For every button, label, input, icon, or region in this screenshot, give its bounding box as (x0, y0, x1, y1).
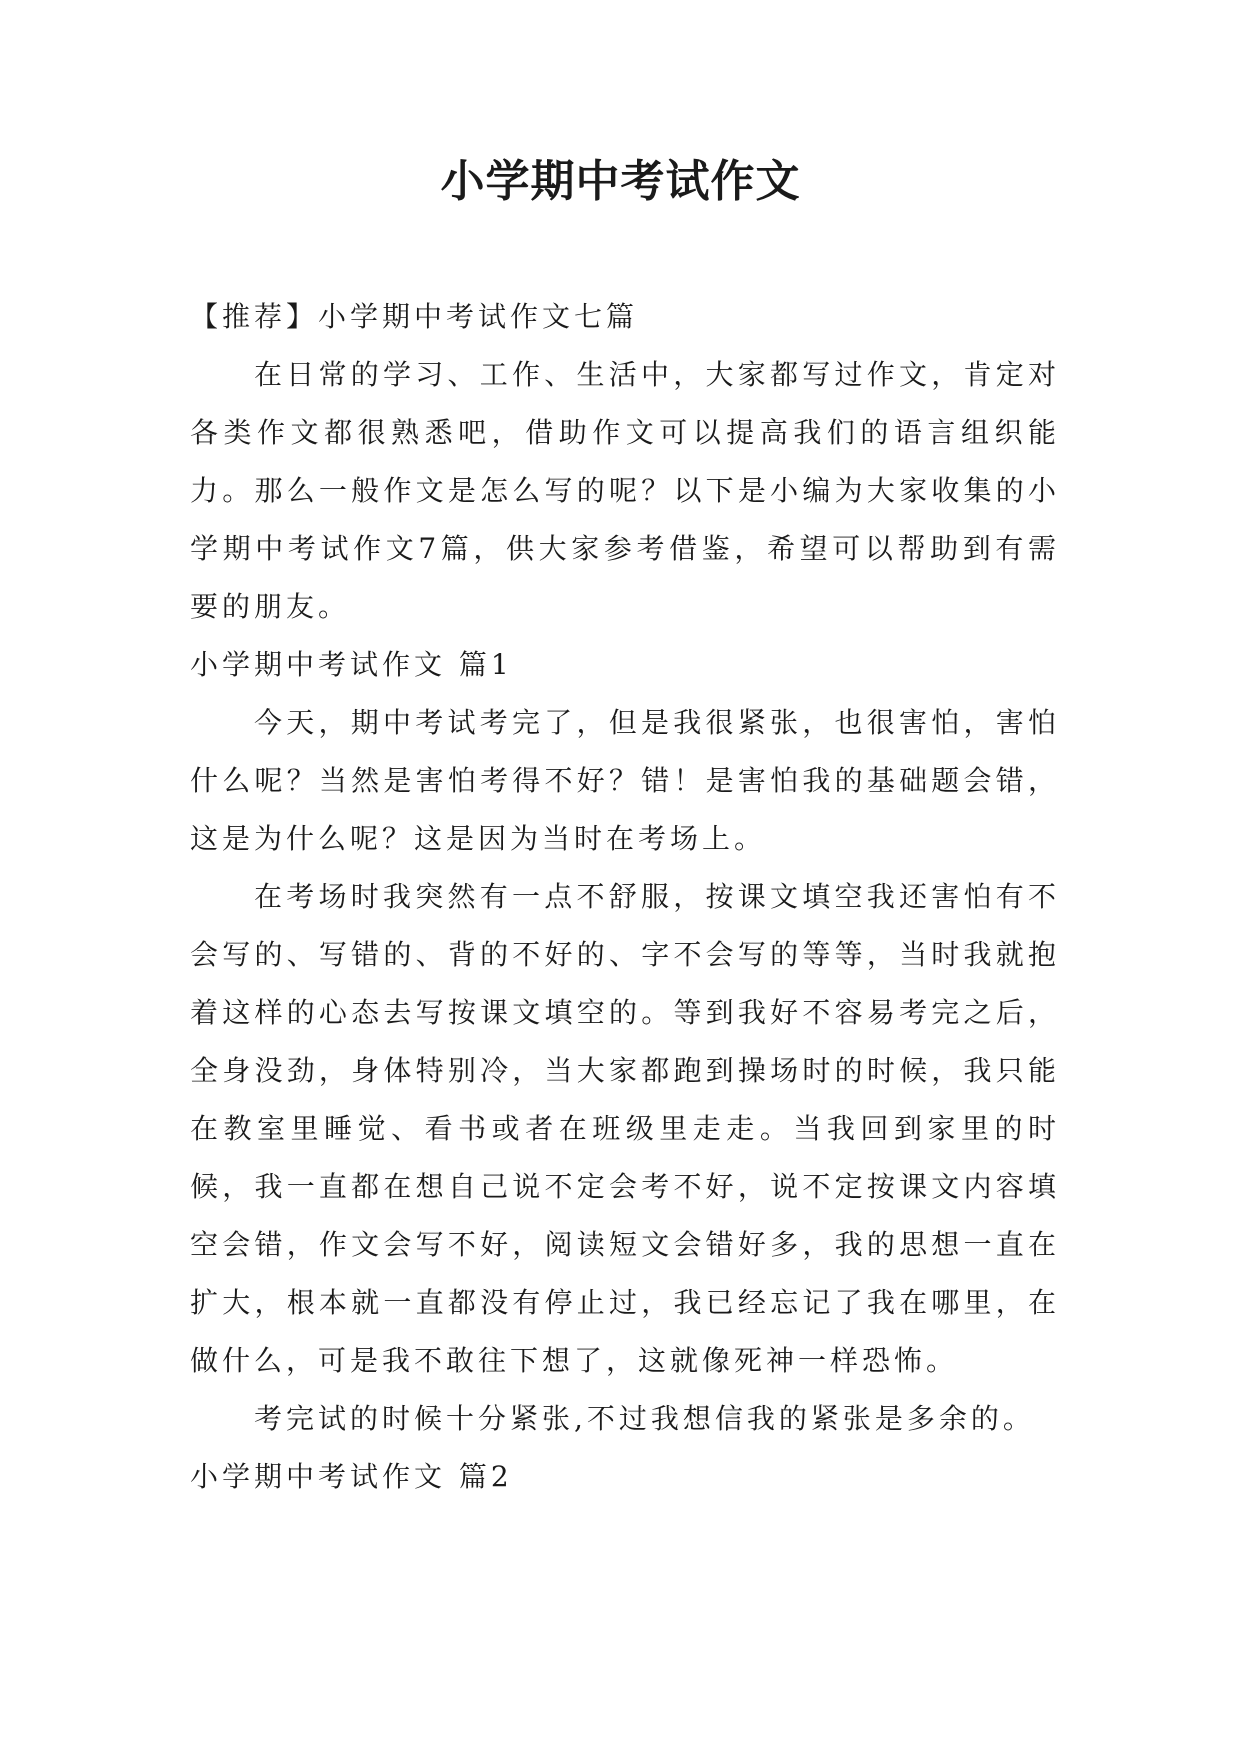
section-heading-2: 小学期中考试作文 篇2 (190, 1460, 513, 1493)
document-body (190, 288, 1060, 1506)
section1-paragraph-3: 考完试的时候十分紧张,不过我想信我的紧张是多余的。 (254, 1402, 1035, 1435)
intro-paragraph: 在日常的学习、工作、生活中，大家都写过作文，肯定对各类作文都很熟悉吧，借助作文可以提高我们的语言组织能力。那么一般作文是怎么写的呢？以下是小编为大家收集的小学期中考试作文7篇，供大家参考借鉴，希望可以帮助到有需要的朋友。 (190, 358, 1060, 623)
document-subtitle: 【推荐】小学期中考试作文七篇 (190, 300, 639, 333)
section1-paragraph-2: 在考场时我突然有一点不舒服，按课文填空我还害怕有不会写的、写错的、背的不好的、字不会写的等等，当时我就抱着这样的心态去写按课文填空的。等到我好不容易考完之后，全身没劲，身体特别冷，当大家都跑到操场时的时候，我只能在教室里睡觉、看书或者在班级里走走。当我回到家里的时候，我一直都在想自己说不定会考不好，说不定按课文内容填空会错，作文会写不好，阅读短文会错好多，我的思想一直在扩大，根本就一直都没有停止过，我已经忘记了我在哪里，在做什么，可是我不敢往下想了，这就像死神一样恐怖。 (190, 880, 1060, 1377)
document-title: 小学期中考试作文 (440, 156, 801, 207)
section-heading-1: 小学期中考试作文 篇1 (190, 648, 513, 681)
section1-paragraph-1: 今天，期中考试考完了，但是我很紧张，也很害怕，害怕什么呢？当然是害怕考得不好？错！是害怕我的基础题会错，这是为什么呢？这是因为当时在考场上。 (190, 706, 1060, 855)
